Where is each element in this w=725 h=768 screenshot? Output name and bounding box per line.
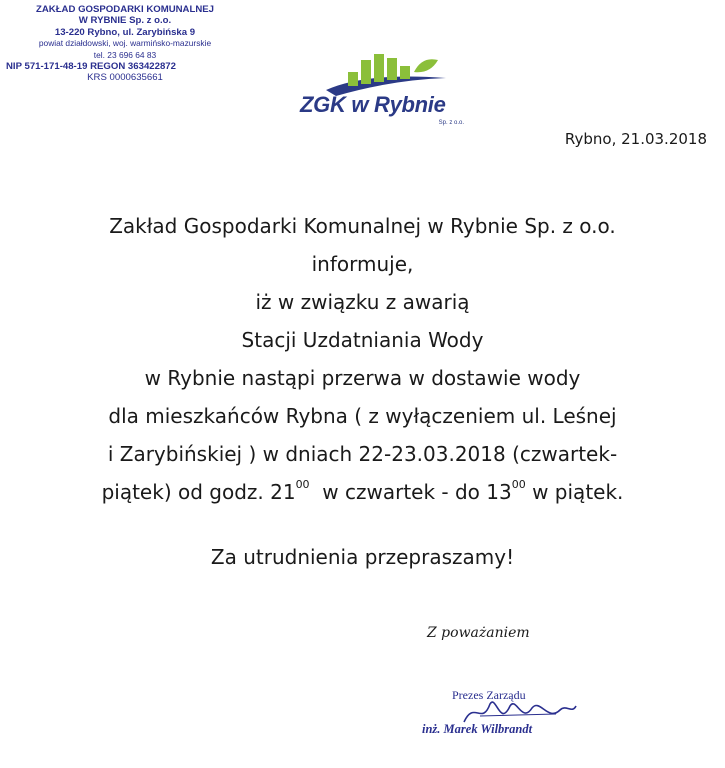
body-line: Zakład Gospodarki Komunalnej w Rybnie Sp. z o.o.: [109, 214, 616, 238]
signature-name: inż. Marek Wilbrandt: [422, 722, 533, 736]
start-minutes: 00: [295, 478, 310, 492]
stamp-line: W RYBNIE Sp. z o.o.: [78, 15, 172, 27]
apology-text: Za utrudnienia przepraszamy!: [210, 545, 515, 569]
body-line: iż w związku z awarią: [255, 290, 470, 314]
body-line: informuje,: [311, 252, 414, 276]
stamp-line: 13-220 Rybno, ul. Zarybińska 9: [54, 26, 196, 38]
logo-subtext: Sp. z o.o.: [438, 120, 464, 126]
stamp-line: tel. 23 696 64 83: [93, 49, 157, 60]
announcement-body: [30, 207, 695, 511]
company-logo: [296, 42, 472, 134]
logo-bar: [374, 54, 384, 82]
stamp-line: NIP 571-171-48-19 REGON 363422872: [6, 61, 176, 73]
signature-block: [400, 680, 620, 760]
stamp-line: KRS 0000635661: [87, 72, 163, 84]
stamp-line: ZAKŁAD GOSPODARKI KOMUNALNEJ: [35, 4, 215, 15]
body-line: w Rybnie nastąpi przerwa w dostawie wody: [144, 366, 581, 390]
logo-text: ZGK w Rybnie: [300, 92, 446, 117]
leaf-icon: [414, 59, 438, 72]
signature-role: Prezes Zarządu: [452, 688, 526, 702]
body-line-hours: [30, 473, 695, 511]
hours-text: w piątek.: [525, 480, 624, 504]
closing-text: Z poważaniem: [427, 625, 530, 641]
body-line: dla mieszkańców Rybna ( z wyłączeniem ul. Leśnej: [108, 404, 617, 428]
logo-bar: [400, 66, 410, 79]
hours-text: w czwartek - do 13: [309, 480, 512, 504]
hours-text: piątek) od godz. 21: [101, 480, 296, 504]
logo-bar: [387, 58, 397, 80]
company-stamp: [6, 4, 244, 84]
document-date: Rybno, 21.03.2018: [564, 130, 707, 148]
logo-bar: [348, 72, 358, 86]
end-minutes: 00: [511, 478, 526, 492]
body-line: Stacji Uzdatniania Wody: [241, 328, 484, 352]
body-line: i Zarybińskiej ) w dniach 22-23.03.2018 (czwartek-: [107, 442, 618, 466]
logo-bar: [361, 60, 371, 84]
stamp-line: powiat działdowski, woj. warmińsko-mazurskie: [38, 38, 212, 49]
